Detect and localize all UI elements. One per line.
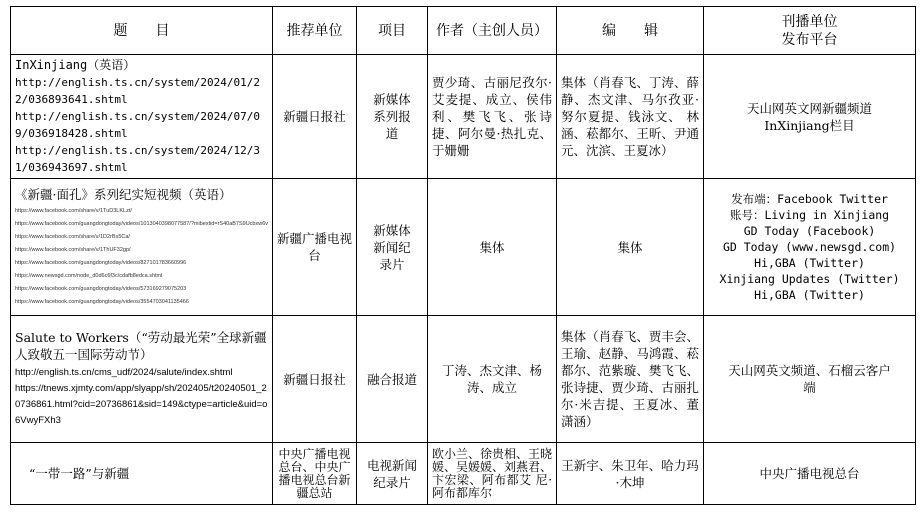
row-url[interactable]: https://www.facebook.com/guangdongtoday/videos/827101783660996 — [15, 259, 187, 266]
type-cell: 新媒体系列报道 — [357, 55, 428, 179]
unit-cell: 新疆广播电视台 — [273, 179, 357, 316]
platform-line: 发布端：Facebook Twitter — [731, 192, 888, 206]
authors-cell: 丁涛、杰文津、杨涛、成立 — [428, 316, 557, 443]
row-url[interactable]: https://www.facebook.com/share/v/1ThUF32gp/ — [15, 246, 131, 253]
header-platform-line2: 发布平台 — [781, 31, 838, 48]
row-title: “一带一路”与新疆 — [29, 466, 130, 481]
unit-cell: 新疆日报社 — [273, 316, 357, 443]
row-url[interactable]: https://www.facebook.com/share/v/1D2rBs5Ca/ — [15, 233, 130, 240]
submission-table — [10, 6, 916, 505]
header-title: 题 目 — [11, 7, 273, 55]
platform-line: GD Today (www.newsgd.com) — [722, 240, 897, 254]
editors-cell: 集体（肖春飞、贾丰会、王瑜、赵静、马鸿霞、菘都尔、范紫璇、樊飞飞、张诗捷、贾少琦、古丽扎尔·米吉提、王夏冰、董潇涵） — [557, 316, 704, 443]
table-row — [11, 443, 916, 505]
header-editors: 编 辑 — [557, 7, 704, 55]
type-cell: 新媒体新闻纪录片 — [357, 179, 428, 316]
header-unit: 推荐单位 — [273, 7, 357, 55]
row-url[interactable]: http://english.ts.cn/system/2024/01/22/036893641.shtml — [15, 76, 261, 106]
row-url[interactable]: https://www.facebook.com/share/v/1TuD3LKLzt/ — [15, 207, 132, 214]
type-cell: 融合报道 — [357, 316, 428, 443]
type-cell: 电视新闻纪录片 — [357, 443, 428, 505]
row-url[interactable]: https://www.facebook.com/guangdongtoday/videos/1013040398077587/?mibextid=rS40aB7S9Ucbxw6v — [15, 220, 269, 227]
platform-line: Xinjiang Updates (Twitter) — [719, 272, 900, 286]
platform-line: Hi,GBA (Twitter) — [754, 256, 865, 270]
header-authors: 作者（主创人员） — [428, 7, 557, 55]
platform-cell — [704, 179, 916, 316]
header-type: 项目 — [357, 7, 428, 55]
row-title: Salute to Workers（“劳动最光荣”全球新疆人致敬五一国际劳动节） — [15, 330, 267, 362]
row-url[interactable]: http://english.ts.cn/system/2024/07/09/036918428.shtml — [15, 110, 261, 140]
editors-cell: 集体 — [557, 179, 704, 316]
title-cell — [11, 55, 273, 179]
row-url[interactable]: http://english.ts.cn/cms_udf/2024/salute/index.shtml — [15, 367, 233, 378]
unit-cell: 新疆日报社 — [273, 55, 357, 179]
authors-cell: 贾少琦、古丽尼孜尔·艾麦提、成立、侯伟利、樊飞飞、张诗捷、阿尔曼·热扎克、于姗姗 — [428, 55, 557, 179]
table-header-row — [11, 7, 916, 55]
platform-line: 账号：Living in Xinjiang — [729, 208, 890, 222]
title-cell — [11, 316, 273, 443]
header-platform-line1: 刊播单位 — [781, 13, 838, 30]
editors-cell: 王新宇、朱卫年、哈力玛·木坤 — [557, 443, 704, 505]
row-url[interactable]: http://english.ts.cn/system/2024/12/31/036943697.shtml — [15, 144, 261, 174]
authors-cell: 集体 — [428, 179, 557, 316]
platform-cell: 天山网英文频道、石榴云客户端 — [704, 316, 916, 443]
title-cell — [11, 443, 273, 505]
header-platform — [704, 7, 916, 55]
row-url[interactable]: https://tnews.xjmty.com/app/slyapp/sh/202405/t20240501_20736861.html?cid=20736861&sid=149&ctype=article&uid=o6VwyFXh3 — [15, 383, 268, 426]
table-row — [11, 55, 916, 179]
platform-cell: 中央广播电视总台 — [704, 443, 916, 505]
row-title: InXinjiang（英语） — [15, 58, 136, 72]
authors-cell: 欧小兰、徐贵相、王晓媛、吴媛媛、刘燕君、卞宏梁、阿布都艾 尼·阿布都库尔 — [428, 443, 557, 505]
editors-cell: 集体（肖春飞、丁涛、薛静、杰文津、马尔孜亚·努尔夏提、钱泳文、 林涵、菘都尔、王昕、尹通元、沈滨、王夏冰） — [557, 55, 704, 179]
row-url[interactable]: https://www.facebook.com/guangdongtoday/videos/3554703041135466 — [15, 298, 189, 305]
platform-cell: 天山网英文网新疆频道InXinjiang栏目 — [704, 55, 916, 179]
table-row — [11, 316, 916, 443]
title-cell — [11, 179, 273, 316]
platform-line: Hi,GBA (Twitter) — [754, 288, 865, 302]
unit-cell: 中央广播电视总台、中央广播电视总台新疆总站 — [273, 443, 357, 505]
row-title: 《新疆·面孔》系列纪实短视频（英语） — [15, 186, 232, 202]
platform-line: GD Today (Facebook) — [743, 224, 876, 238]
row-url[interactable]: https://www.facebook.com/guangdongtoday/videos/573169279075203 — [15, 285, 187, 292]
row-url[interactable]: https://www.newsgd.com/node_d0d6c6f3c/cdafb8edca.shtml — [15, 272, 163, 279]
table-row — [11, 179, 916, 316]
